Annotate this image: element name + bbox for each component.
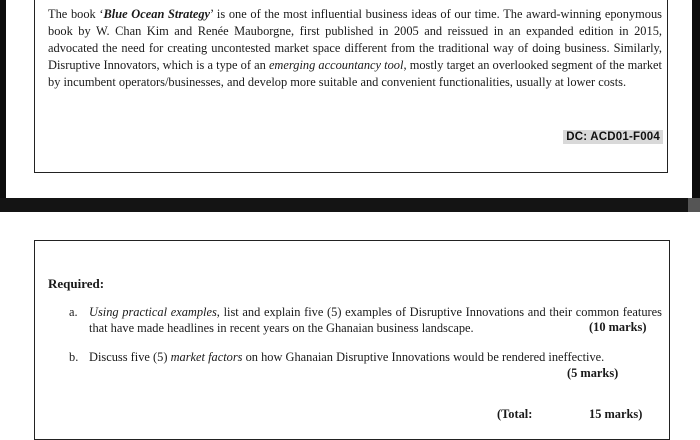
question-b-body-2: on how Ghanaian Disruptive Innovations would be rendered ineffective. [242, 350, 605, 364]
passage-text-3: , mostly target an overlooked segment of the market by incumbent operators/businesses, and develop more suitable and convenient functionalities, usually at lower costs. [48, 58, 662, 89]
total-marks: 15 marks) [589, 407, 643, 421]
question-a-text [89, 304, 662, 336]
required-heading: Required: [48, 276, 105, 291]
question-a-italic: Using practical examples [89, 305, 217, 319]
page-edge-right [692, 0, 700, 200]
document-code-badge: DC: ACD01-F004 [563, 130, 663, 144]
page-edge-left [0, 0, 6, 200]
passage-paragraph [48, 6, 662, 91]
question-b-text [89, 349, 662, 365]
question-b-marks: (5 marks) [567, 366, 619, 380]
divider-shade [688, 198, 700, 212]
page-divider [0, 198, 700, 212]
question-a-letter: a. [69, 305, 78, 319]
passage-text-2: ’ is one of the most influential business ideas of our time. The award-winning eponymous book by W. Chan Kim and Renée Mauborgne, first published in 2005 and reissued in an expanded edition in 2015, advocated the need for creating uncontested market space different from the traditional way of doing business. Similarly, Disruptive Innovators, which is a type of an [48, 7, 662, 72]
passage-text-1: The book ‘ [48, 7, 104, 21]
question-b-letter: b. [69, 350, 79, 364]
question-a-marks: (10 marks) [589, 320, 647, 334]
passage-emphasis: emerging accountancy tool [268, 58, 404, 72]
question-a-body: , list and explain five (5) examples of Disruptive Innovations and their common features that have made headlines in recent years on the Ghanaian business landscape. [89, 305, 662, 335]
question-b-italic: market factors [170, 350, 243, 364]
question-box [34, 240, 670, 440]
book-title: Blue Ocean Strategy [103, 7, 211, 21]
total-label: (Total: [497, 407, 533, 421]
question-b-body-1: Discuss five (5) [89, 350, 171, 364]
